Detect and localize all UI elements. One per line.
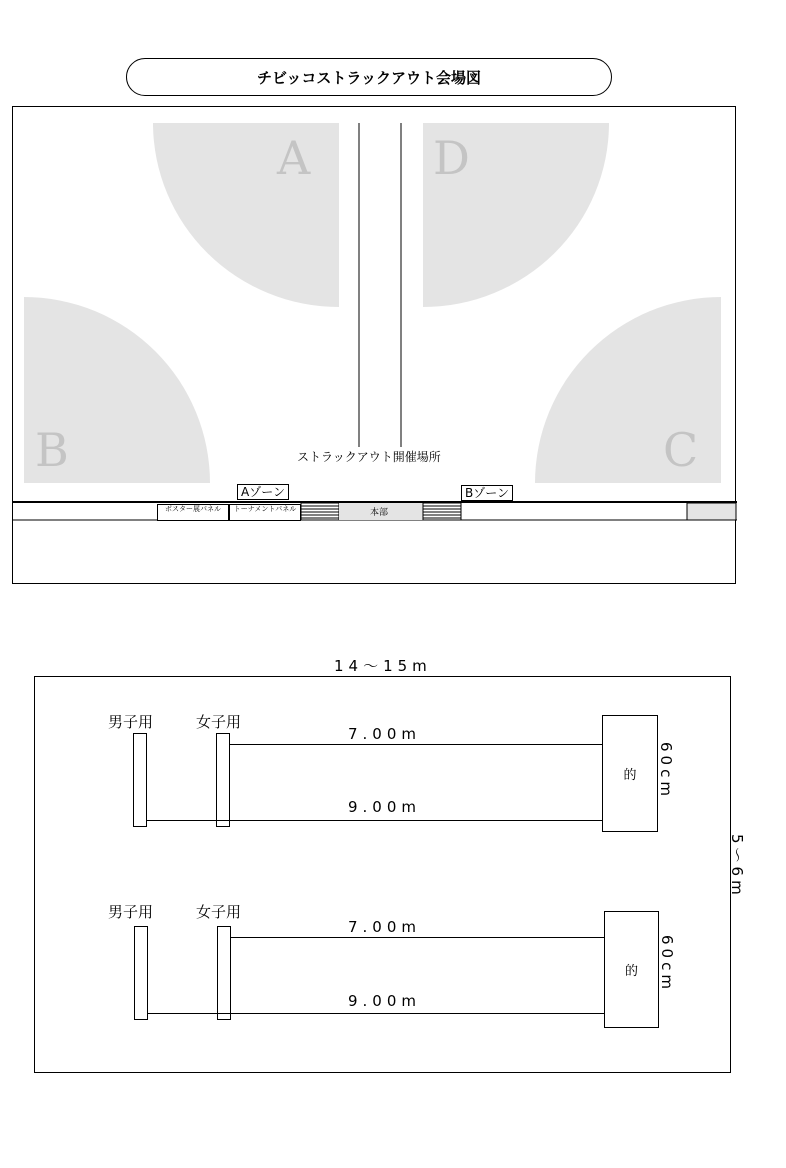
diagram-title bbox=[126, 58, 612, 96]
venue-caption: ストラックアウト開催場所 bbox=[297, 450, 441, 464]
height-label: 5～6m bbox=[728, 834, 746, 899]
distance-line-near-1 bbox=[230, 744, 602, 745]
target-1 bbox=[602, 715, 658, 832]
tournament-panel bbox=[229, 504, 301, 521]
corner-box bbox=[687, 503, 736, 520]
width-label: 14～15m bbox=[334, 657, 432, 675]
target-size-1: 60cm bbox=[657, 742, 675, 800]
poster-panel bbox=[157, 504, 229, 521]
female-throw-line-2 bbox=[217, 926, 231, 1020]
target-label-1: 的 bbox=[623, 768, 637, 783]
target-label-2: 的 bbox=[624, 964, 638, 979]
male-throw-line-1 bbox=[133, 733, 147, 827]
near-distance-1: 7.00m bbox=[348, 725, 422, 743]
zone-b-label: Bゾーン bbox=[461, 485, 513, 501]
target-size-2: 60cm bbox=[658, 935, 676, 993]
right-steps bbox=[423, 503, 461, 520]
zone-c-letter: C bbox=[663, 423, 699, 477]
left-steps bbox=[301, 503, 339, 520]
distance-line-near-2 bbox=[231, 937, 604, 938]
near-distance-2: 7.00m bbox=[348, 918, 422, 936]
poster-panel-label: ポスター展パネル bbox=[165, 505, 221, 513]
male-label-1: 男子用 bbox=[108, 713, 154, 731]
distance-line-far-2 bbox=[148, 1013, 604, 1014]
diagram-title-text: チビッコストラックアウト会場図 bbox=[256, 68, 482, 87]
headquarters-label: 本部 bbox=[370, 508, 389, 518]
tournament-panel-label: トーナメントパネル bbox=[233, 505, 297, 513]
female-throw-line-1 bbox=[216, 733, 230, 827]
female-label-1: 女子用 bbox=[196, 713, 242, 731]
zone-a-label: Aゾーン bbox=[237, 484, 289, 500]
venue-map bbox=[12, 106, 736, 584]
target-2 bbox=[604, 911, 659, 1028]
zone-b-letter: B bbox=[35, 423, 69, 477]
male-label-2: 男子用 bbox=[108, 903, 154, 921]
female-label-2: 女子用 bbox=[196, 903, 242, 921]
male-throw-line-2 bbox=[134, 926, 148, 1020]
zone-d-letter: D bbox=[433, 131, 470, 185]
zone-a-area bbox=[153, 123, 339, 307]
far-distance-1: 9.00m bbox=[348, 798, 422, 816]
far-distance-2: 9.00m bbox=[348, 992, 422, 1010]
zone-a-letter: A bbox=[277, 131, 311, 185]
distance-line-far-1 bbox=[147, 820, 602, 821]
